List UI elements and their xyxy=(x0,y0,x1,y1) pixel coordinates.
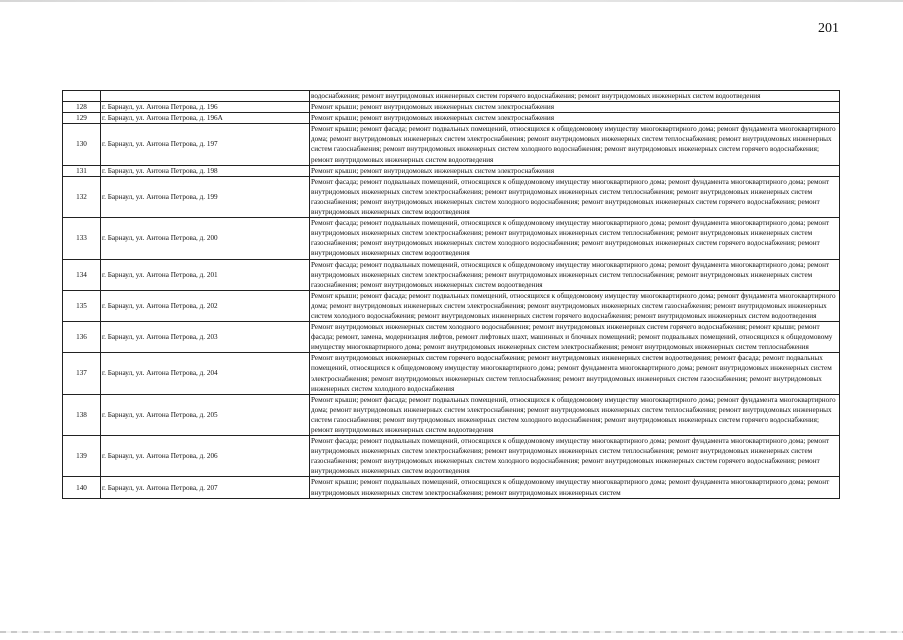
row-number: 136 xyxy=(63,322,101,353)
table-row xyxy=(63,394,840,435)
row-works: Ремонт крыши; ремонт внутридомовых инженерных систем электроснабжения xyxy=(310,113,840,124)
table-row xyxy=(63,436,840,477)
scan-edge-top xyxy=(0,0,903,2)
row-address: г. Барнаул, ул. Антона Петрова, д. 201 xyxy=(101,259,310,290)
row-address xyxy=(101,91,310,102)
row-address: г. Барнаул, ул. Антона Петрова, д. 203 xyxy=(101,322,310,353)
works-table xyxy=(62,90,840,499)
row-works: Ремонт крыши; ремонт фасада; ремонт подвальных помещений, относящихся к общедомовому имуществу многоквартирного дома; ремонт фундамента многоквартирного дома; ремонт внутридомовых инженерных систем электроснабжения; ремонт внутридомовых инженерных систем газоснабжения; ремонт внутридомовых инженерных систем холодного водоснабжения; ремонт внутридомовых инженерных систем горячего водоснабжения; ремонт внутридомовых инженерных систем водоотведения xyxy=(310,290,840,321)
row-address: г. Барнаул, ул. Антона Петрова, д. 204 xyxy=(101,353,310,394)
row-works: Ремонт крыши; ремонт фасада; ремонт подвальных помещений, относящихся к общедомовому имуществу многоквартирного дома; ремонт фундамента многоквартирного дома; ремонт внутридомовых инженерных систем электроснабжения; ремонт внутридомовых инженерных систем теплоснабжения; ремонт внутридомовых инженерных систем газоснабжения; ремонт внутридомовых инженерных систем холодного водоснабжения; ремонт внутридомовых инженерных систем горячего водоснабжения; ремонт внутридомовых инженерных систем водоотведения xyxy=(310,124,840,165)
table-row xyxy=(63,259,840,290)
row-number: 138 xyxy=(63,394,101,435)
row-works: Ремонт крыши; ремонт внутридомовых инженерных систем электроснабжения xyxy=(310,102,840,113)
row-address: г. Барнаул, ул. Антона Петрова, д. 196А xyxy=(101,113,310,124)
table-row xyxy=(63,353,840,394)
row-works: Ремонт внутридомовых инженерных систем горячего водоснабжения; ремонт внутридомовых инженерных систем водоотведения; ремонт фасада; ремонт подвальных помещений, относящихся к общедомовому имуществу многоквартирного дома; ремонт фундамента многоквартирного дома; ремонт внутридомовых инженерных систем электроснабжения; ремонт внутридомовых инженерных систем теплоснабжения; ремонт внутридомовых инженерных систем газоснабжения; ремонт внутридомовых инженерных систем холодного водоснабжения xyxy=(310,353,840,394)
row-works: Ремонт крыши; ремонт подвальных помещений, относящихся к общедомовому имуществу многоквартирного дома; ремонт фундамента многоквартирного дома; ремонт внутридомовых инженерных систем электроснабжения; ремонт внутридомовых инженерных систем xyxy=(310,477,840,498)
row-number: 139 xyxy=(63,436,101,477)
row-number xyxy=(63,91,101,102)
row-works: Ремонт фасада; ремонт подвальных помещений, относящихся к общедомовому имуществу многоквартирного дома; ремонт фундамента многоквартирного дома; ремонт внутридомовых инженерных систем электроснабжения; ремонт внутридомовых инженерных систем теплоснабжения; ремонт внутридомовых инженерных систем газоснабжения; ремонт внутридомовых инженерных систем холодного водоснабжения; ремонт внутридомовых инженерных систем горячего водоснабжения; ремонт внутридомовых инженерных систем водоотведения xyxy=(310,436,840,477)
page-number: 201 xyxy=(818,21,839,36)
table-row xyxy=(63,165,840,176)
row-address: г. Барнаул, ул. Антона Петрова, д. 202 xyxy=(101,290,310,321)
row-number: 132 xyxy=(63,176,101,217)
table-row xyxy=(63,91,840,102)
table-row xyxy=(63,124,840,165)
row-number: 134 xyxy=(63,259,101,290)
row-address: г. Барнаул, ул. Антона Петрова, д. 199 xyxy=(101,176,310,217)
row-address: г. Барнаул, ул. Антона Петрова, д. 207 xyxy=(101,477,310,498)
row-number: 133 xyxy=(63,218,101,259)
table-row xyxy=(63,290,840,321)
row-number: 129 xyxy=(63,113,101,124)
table-row xyxy=(63,322,840,353)
row-works: Ремонт фасада; ремонт подвальных помещений, относящихся к общедомовому имуществу многоквартирного дома; ремонт фундамента многоквартирного дома; ремонт внутридомовых инженерных систем электроснабжения; ремонт внутридомовых инженерных систем теплоснабжения; ремонт внутридомовых инженерных систем газоснабжения; ремонт внутридомовых инженерных систем холодного водоснабжения; ремонт внутридомовых инженерных систем горячего водоснабжения; ремонт внутридомовых инженерных систем водоотведения xyxy=(310,176,840,217)
row-number: 140 xyxy=(63,477,101,498)
row-number: 135 xyxy=(63,290,101,321)
row-works: водоснабжения; ремонт внутридомовых инженерных систем горячего водоснабжения; ремонт внутридомовых инженерных систем водоотведения xyxy=(310,91,840,102)
row-works: Ремонт крыши; ремонт фасада; ремонт подвальных помещений, относящихся к общедомовому имуществу многоквартирного дома; ремонт фундамента многоквартирного дома; ремонт внутридомовых инженерных систем электроснабжения; ремонт внутридомовых инженерных систем теплоснабжения; ремонт внутридомовых инженерных систем газоснабжения; ремонт внутридомовых инженерных систем холодного водоснабжения; ремонт внутридомовых инженерных систем горячего водоснабжения; ремонт внутридомовых инженерных систем водоотведения xyxy=(310,394,840,435)
table-row xyxy=(63,102,840,113)
row-address: г. Барнаул, ул. Антона Петрова, д. 197 xyxy=(101,124,310,165)
row-works: Ремонт внутридомовых инженерных систем холодного водоснабжения; ремонт внутридомовых инженерных систем горячего водоснабжения; ремонт крыши; ремонт фасада; ремонт, замена, модернизация лифтов, ремонт лифтовых шахт, машинных и блочных помещений; ремонт подвальных помещений, относящихся к общедомовому имуществу многоквартирного дома; ремонт внутридомовых инженерных систем электроснабжения; ремонт внутридомовых инженерных систем теплоснабжения xyxy=(310,322,840,353)
row-address: г. Барнаул, ул. Антона Петрова, д. 200 xyxy=(101,218,310,259)
row-address: г. Барнаул, ул. Антона Петрова, д. 206 xyxy=(101,436,310,477)
row-works: Ремонт фасада; ремонт подвальных помещений, относящихся к общедомовому имуществу многоквартирного дома; ремонт фундамента многоквартирного дома; ремонт внутридомовых инженерных систем электроснабжения; ремонт внутридомовых инженерных систем теплоснабжения; ремонт внутридомовых инженерных систем газоснабжения; ремонт внутридомовых инженерных систем водоотведения xyxy=(310,259,840,290)
table-row xyxy=(63,176,840,217)
table-row xyxy=(63,113,840,124)
row-address: г. Барнаул, ул. Антона Петрова, д. 198 xyxy=(101,165,310,176)
scan-edge-bottom xyxy=(0,631,903,633)
table-row xyxy=(63,477,840,498)
row-works: Ремонт фасада; ремонт подвальных помещений, относящихся к общедомовому имуществу многоквартирного дома; ремонт фундамента многоквартирного дома; ремонт внутридомовых инженерных систем электроснабжения; ремонт внутридомовых инженерных систем теплоснабжения; ремонт внутридомовых инженерных систем газоснабжения; ремонт внутридомовых инженерных систем холодного водоснабжения; ремонт внутридомовых инженерных систем горячего водоснабжения; ремонт внутридомовых инженерных систем водоотведения xyxy=(310,218,840,259)
row-number: 131 xyxy=(63,165,101,176)
row-number: 128 xyxy=(63,102,101,113)
row-number: 137 xyxy=(63,353,101,394)
row-works: Ремонт крыши; ремонт внутридомовых инженерных систем электроснабжения xyxy=(310,165,840,176)
table-row xyxy=(63,218,840,259)
row-address: г. Барнаул, ул. Антона Петрова, д. 205 xyxy=(101,394,310,435)
row-number: 130 xyxy=(63,124,101,165)
row-address: г. Барнаул, ул. Антона Петрова, д. 196 xyxy=(101,102,310,113)
